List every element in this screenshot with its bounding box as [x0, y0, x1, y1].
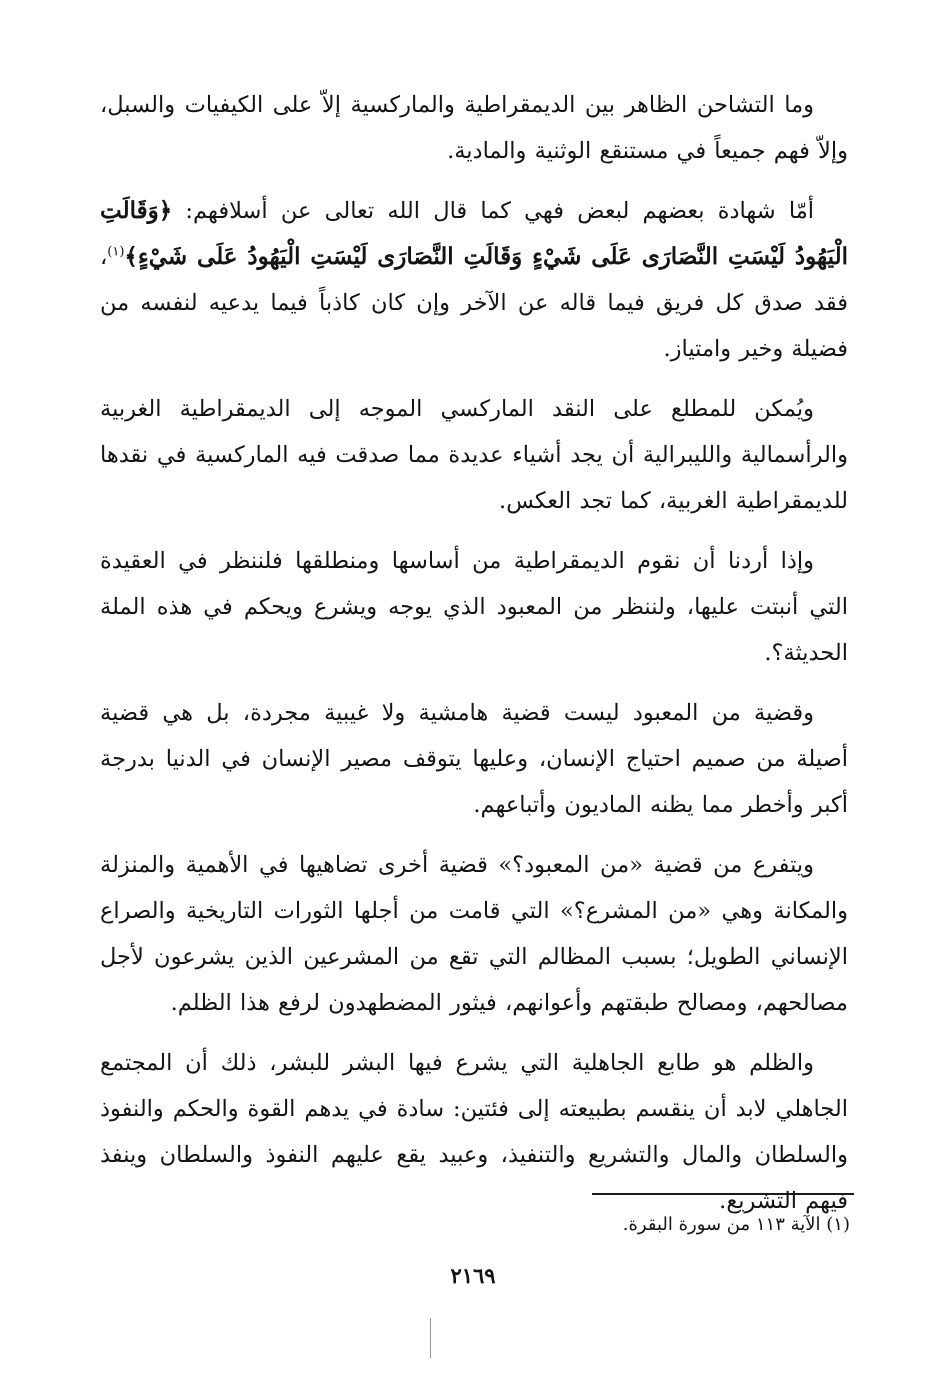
footnote: (١) الآية ١١٣ من سورة البقرة.: [622, 1214, 850, 1235]
page-number: ٢١٦٩: [450, 1263, 496, 1288]
footnote-divider: [592, 1193, 854, 1195]
paragraph-7: والظلم هو طابع الجاهلية التي يشرع فيها البشر للبشر، ذلك أن المجتمع الجاهلي لابد أن ينقسم بطبيعته إلى فئتين: سادة في يدهم القوة والحكم والنفوذ والسلطان والمال والتشريع والتنفيذ، وعبيد يقع عليهم النفوذ والسلطان وينفذ فيهم التشريع.: [100, 1050, 848, 1214]
paragraph-2-intro: أمّا شهادة بعضهم لبعض فهي كما قال الله تعالى عن أسلافهم:: [185, 198, 814, 224]
paragraph-3: ويُمكن للمطلع على النقد الماركسي الموجه إلى الديمقراطية الغربية والرأسمالية والليبرالية أن يجد أشياء عديدة مما صدقت فيه الماركسية في نقدها للديمقراطية الغربية، كما تجد العكس.: [100, 396, 848, 514]
paragraph-2-rest: ، فقد صدق كل فريق فيما قاله عن الآخر وإن كان كاذباً فيما يدعيه لنفسه من فضيلة وخير وامتياز.: [100, 244, 848, 362]
quran-verse: ﴿وَقَالَتِ الْيَهُودُ لَيْسَتِ النَّصَارَى عَلَى شَيْءٍ وَقَالَتِ النَّصَارَى لَيْسَتِ الْيَهُودُ عَلَى شَيْءٍ﴾: [100, 197, 848, 270]
footnote-marker[interactable]: (١): [107, 244, 125, 260]
paragraph-5: وقضية من المعبود ليست قضية هامشية ولا غيبية مجردة، بل هي قضية أصيلة من صميم احتياج الإنسان، وعليها يتوقف مصير الإنسان في الدنيا بدرجة أكبر وأخطر مما يظنه الماديون وأتباعهم.: [100, 700, 848, 818]
scan-gutter-line: [430, 1318, 431, 1358]
paragraph-1: وما التشاحن الظاهر بين الديمقراطية والماركسية إلاّ على الكيفيات والسبل، وإلاّ فهم جميعاً في مستنقع الوثنية والمادية.: [100, 92, 848, 164]
paragraph-4: وإذا أردنا أن نقوم الديمقراطية من أساسها ومنطلقها فلننظر في العقيدة التي أنبتت عليها، ولننظر من المعبود الذي يوجه ويشرع ويحكم في هذه الملة الحديثة؟.: [100, 548, 848, 666]
main-text: [100, 82, 848, 1238]
paragraph-6: ويتفرع من قضية «من المعبود؟» قضية أخرى تضاهيها في الأهمية والمنزلة والمكانة وهي «من المشرع؟» التي قامت من أجلها الثورات التاريخية والصراع الإنساني الطويل؛ بسبب المظالم التي تقع من المشرعين الذين يشرعون لأجل مصالحهم، ومصالح طبقتهم وأعوانهم، فيثور المضطهدون لرفع هذا الظلم.: [100, 852, 848, 1016]
paragraph-2: [100, 188, 848, 372]
